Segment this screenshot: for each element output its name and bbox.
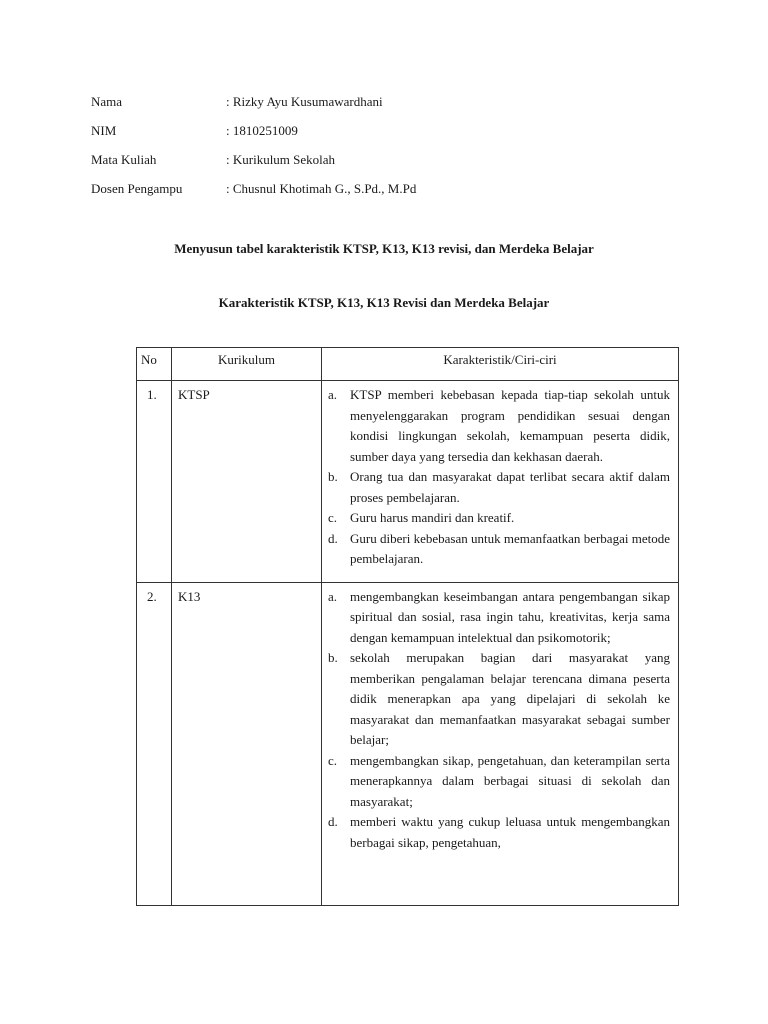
characteristics-list xyxy=(328,385,670,570)
table-row xyxy=(137,381,679,583)
student-info xyxy=(91,92,416,208)
info-label: Dosen Pengampu xyxy=(91,181,183,196)
list-marker: c. xyxy=(328,752,338,768)
list-marker: d. xyxy=(328,530,338,546)
list-item xyxy=(328,467,670,508)
list-marker: c. xyxy=(328,510,338,525)
list-item xyxy=(328,812,670,853)
info-value: : Rizky Ayu Kusumawardhani xyxy=(226,94,383,109)
row-number: 2. xyxy=(137,582,172,905)
row-number: 1. xyxy=(137,381,172,583)
row-characteristics xyxy=(322,582,679,905)
list-marker: d. xyxy=(328,814,338,829)
list-item-text: Orang tua dan masyarakat dapat terlibat secara aktif dalam proses pembelajaran. xyxy=(350,469,670,505)
list-item-text: mengembangkan keseimbangan antara pengembangan sikap spiritual dan sosial, rasa ingin tahu, kreativitas, kerja sama dengan kemampuan intelektual dan psikomotorik; xyxy=(350,588,670,645)
list-item-text: sekolah merupakan bagian dari masyarakat yang memberikan pengalaman belajar terencana dimana peserta didik menerapkan apa yang dipelajari di sekolah ke masyarakat dan memanfaatkan masyarakat sebagai sumber belajar; xyxy=(350,650,670,747)
list-marker: a. xyxy=(328,588,338,604)
list-item xyxy=(328,508,670,529)
list-item-text: Guru harus mandiri dan kreatif. xyxy=(350,510,515,525)
characteristics-list xyxy=(328,587,670,854)
info-label: Nama xyxy=(91,94,123,109)
info-value: : Kurikulum Sekolah xyxy=(226,152,336,167)
list-marker: a. xyxy=(328,387,338,402)
table-row xyxy=(137,582,679,905)
characteristics-table xyxy=(136,347,679,906)
header-kurikulum: Kurikulum xyxy=(172,348,322,381)
list-item xyxy=(328,385,670,467)
info-label: Mata Kuliah xyxy=(91,152,157,167)
list-item-text: mengembangkan sikap, pengetahuan, dan keterampilan serta menerapkannya dalam berbagai situasi di sekolah dan masyarakat; xyxy=(350,752,670,809)
row-kurikulum: KTSP xyxy=(172,381,322,583)
list-item-text: memberi waktu yang cukup leluasa untuk mengembangkan berbagai sikap, pengetahuan, xyxy=(350,814,670,850)
list-item xyxy=(328,587,670,649)
list-item xyxy=(328,529,670,570)
row-characteristics xyxy=(322,381,679,583)
info-row-nama xyxy=(91,92,416,121)
info-row-dosen xyxy=(91,179,416,208)
info-value: : Chusnul Khotimah G., S.Pd., M.Pd xyxy=(226,181,417,196)
table-header-row xyxy=(137,348,679,381)
info-value: : 1810251009 xyxy=(226,123,298,138)
assignment-title: Menyusun tabel karakteristik KTSP, K13, K13 revisi, dan Merdeka Belajar xyxy=(174,241,594,256)
table-title: Karakteristik KTSP, K13, K13 Revisi dan Merdeka Belajar xyxy=(218,295,550,310)
characteristics-clip xyxy=(328,587,670,890)
list-item-text: Guru diberi kebebasan untuk memanfaatkan berbagai metode pembelajaran. xyxy=(350,530,670,566)
list-item xyxy=(328,751,670,813)
info-row-nim xyxy=(91,121,416,150)
header-karakteristik: Karakteristik/Ciri-ciri xyxy=(322,348,679,381)
list-item-text: KTSP memberi kebebasan kepada tiap-tiap sekolah untuk menyelenggarakan program pendidikan sesuai dengan kondisi lingkungan sekolah, kemampuan peserta didik, sumber daya yang tersedia dan kekhasan daerah. xyxy=(350,387,670,464)
row-kurikulum: K13 xyxy=(172,582,322,905)
list-marker: b. xyxy=(328,469,338,484)
info-row-mata-kuliah xyxy=(91,150,416,179)
info-label: NIM xyxy=(91,123,117,138)
list-marker: b. xyxy=(328,650,338,665)
list-item xyxy=(328,648,670,751)
header-no: No xyxy=(137,348,172,381)
